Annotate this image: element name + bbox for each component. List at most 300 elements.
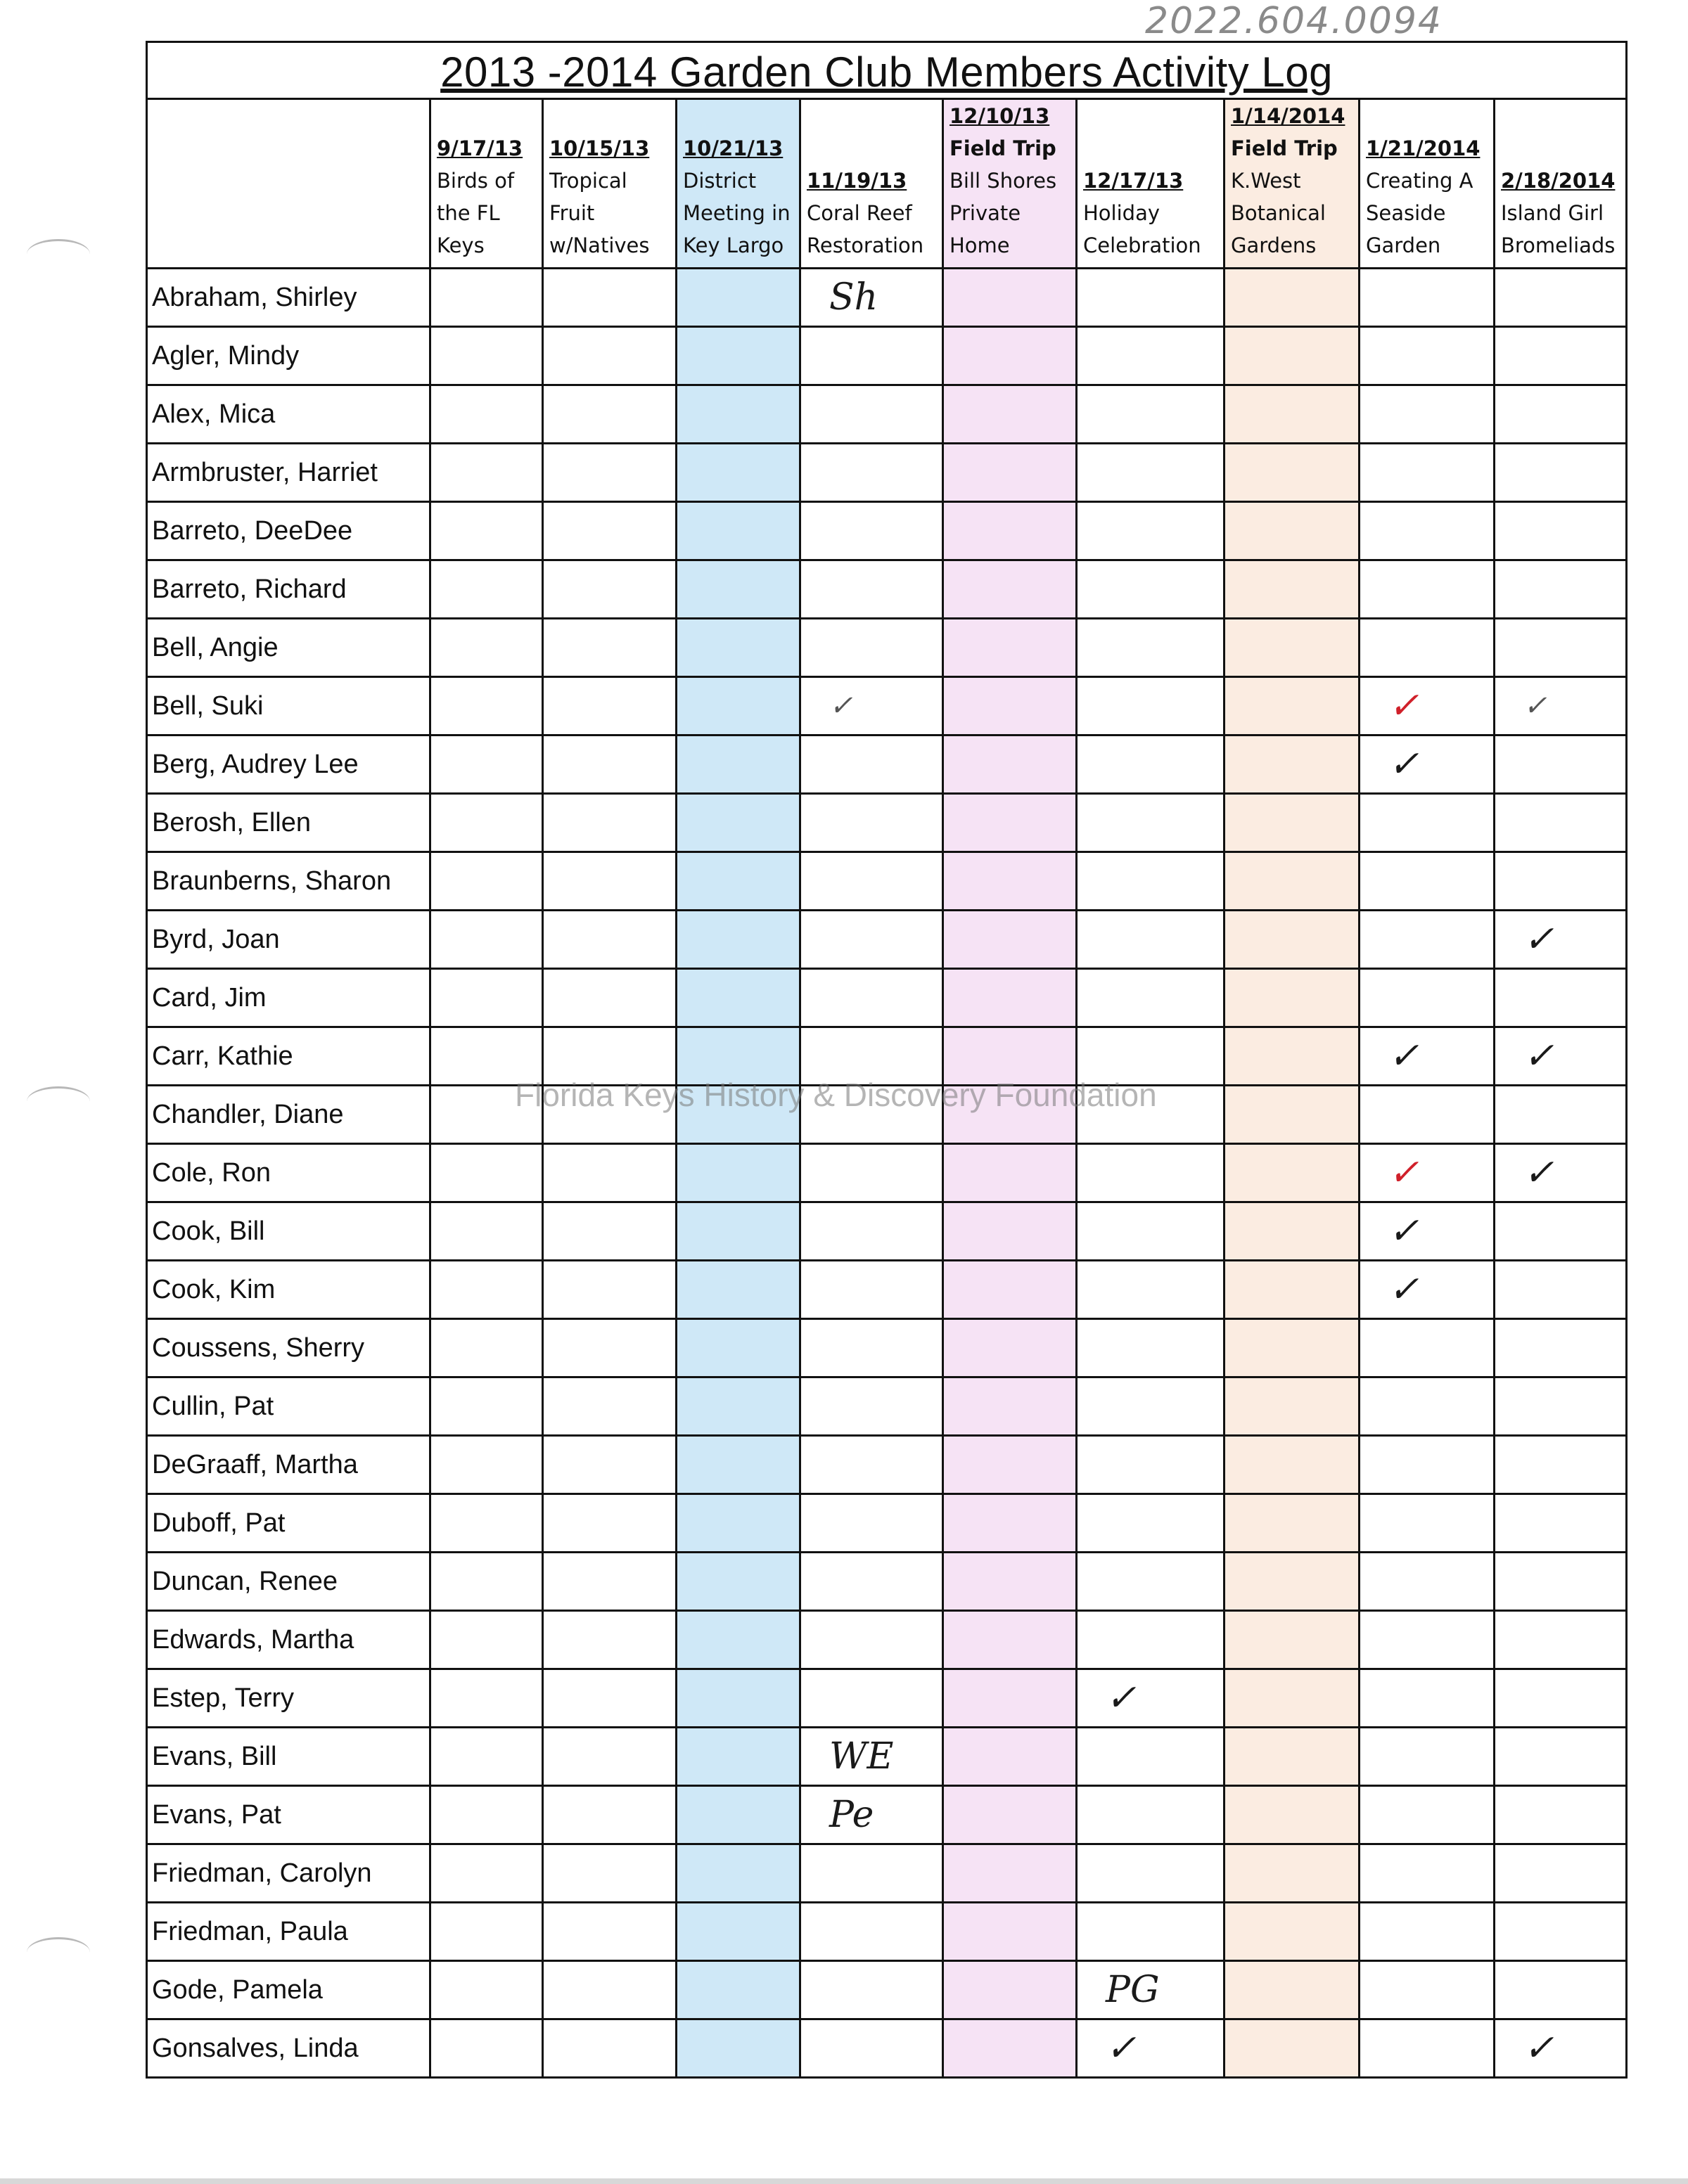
attendance-cell [1360, 969, 1495, 1027]
attendance-cell [943, 736, 1077, 794]
attendance-cell [1225, 1903, 1360, 1961]
attendance-cell [1225, 327, 1360, 385]
attendance-cell [800, 1202, 943, 1261]
attendance-cell [543, 1669, 677, 1728]
attendance-cell [543, 1202, 677, 1261]
table-row [147, 1436, 1627, 1494]
attendance-cell [1495, 1786, 1627, 1844]
column-header: 11/19/13 Coral Reef Restoration [800, 99, 943, 269]
attendance-cell [543, 502, 677, 560]
attendance-cell [1225, 1261, 1360, 1319]
attendance-cell [1077, 1611, 1225, 1669]
attendance-cell [677, 1903, 800, 1961]
check-mark: ✓ [1388, 685, 1419, 727]
attendance-cell [677, 1611, 800, 1669]
attendance-cell [800, 1844, 943, 1903]
table-row [147, 1202, 1627, 1261]
attendance-cell [800, 269, 943, 327]
member-name: Friedman, Carolyn [147, 1844, 430, 1903]
binder-hole-mark [27, 1086, 90, 1117]
attendance-cell [677, 677, 800, 736]
attendance-cell [543, 736, 677, 794]
attendance-cell [430, 677, 543, 736]
attendance-cell [1225, 1494, 1360, 1553]
member-name: Alex, Mica [147, 385, 430, 444]
attendance-cell [1077, 327, 1225, 385]
attendance-cell [430, 327, 543, 385]
attendance-cell [543, 1494, 677, 1553]
attendance-cell [430, 2019, 543, 2078]
attendance-cell [1360, 911, 1495, 969]
attendance-cell [1360, 677, 1495, 736]
table-row [147, 1669, 1627, 1728]
attendance-cell [800, 560, 943, 619]
member-name: Edwards, Martha [147, 1611, 430, 1669]
attendance-cell [1077, 911, 1225, 969]
attendance-cell [800, 1669, 943, 1728]
table-row [147, 911, 1627, 969]
attendance-cell [1077, 502, 1225, 560]
attendance-cell [543, 677, 677, 736]
attendance-cell [1495, 969, 1627, 1027]
attendance-cell [1495, 911, 1627, 969]
attendance-cell [1225, 1728, 1360, 1786]
attendance-cell [943, 502, 1077, 560]
attendance-cell [1077, 1669, 1225, 1728]
watermark: Florida Keys History & Discovery Foundation [515, 1077, 1157, 1113]
attendance-cell [800, 1319, 943, 1377]
member-name: Braunberns, Sharon [147, 852, 430, 911]
attendance-cell [1495, 1553, 1627, 1611]
attendance-cell [943, 269, 1077, 327]
attendance-cell [1077, 444, 1225, 502]
attendance-cell [800, 794, 943, 852]
check-mark: ✓ [1523, 690, 1547, 722]
attendance-cell [430, 1903, 543, 1961]
attendance-cell [943, 1786, 1077, 1844]
attendance-cell [677, 1494, 800, 1553]
attendance-cell [943, 677, 1077, 736]
attendance-cell [800, 1903, 943, 1961]
table-row [147, 1494, 1627, 1553]
attendance-cell [677, 1553, 800, 1611]
attendance-cell [800, 1377, 943, 1436]
member-name: Armbruster, Harriet [147, 444, 430, 502]
attendance-cell [1225, 677, 1360, 736]
attendance-cell [677, 560, 800, 619]
attendance-cell [1077, 1144, 1225, 1202]
attendance-cell [1360, 1319, 1495, 1377]
attendance-cell [943, 1494, 1077, 1553]
attendance-cell [943, 619, 1077, 677]
member-name: DeGraaff, Martha [147, 1436, 430, 1494]
attendance-cell [800, 852, 943, 911]
attendance-cell [800, 327, 943, 385]
attendance-cell [1225, 502, 1360, 560]
attendance-cell [943, 1961, 1077, 2019]
table-row [147, 1844, 1627, 1903]
attendance-cell [543, 560, 677, 619]
attendance-cell [1495, 1728, 1627, 1786]
attendance-cell [1495, 1844, 1627, 1903]
attendance-cell [1495, 2019, 1627, 2078]
attendance-cell [430, 444, 543, 502]
attendance-cell [543, 969, 677, 1027]
attendance-cell [943, 1377, 1077, 1436]
check-mark: ✓ [1388, 1210, 1419, 1252]
member-name: Gonsalves, Linda [147, 2019, 430, 2078]
table-row [147, 1377, 1627, 1436]
attendance-cell [1360, 1961, 1495, 2019]
attendance-cell [1225, 1553, 1360, 1611]
attendance-cell [1360, 444, 1495, 502]
attendance-cell [800, 736, 943, 794]
attendance-cell [1495, 1611, 1627, 1669]
attendance-cell [543, 1144, 677, 1202]
attendance-cell [943, 969, 1077, 1027]
activity-log-table [146, 41, 1628, 2079]
attendance-cell [1495, 1669, 1627, 1728]
attendance-cell [1495, 1903, 1627, 1961]
attendance-cell [677, 1261, 800, 1319]
attendance-cell [1225, 1436, 1360, 1494]
attendance-cell [1360, 1436, 1495, 1494]
attendance-cell [1225, 1844, 1360, 1903]
attendance-cell [943, 327, 1077, 385]
attendance-cell [543, 1553, 677, 1611]
attendance-cell [1495, 1961, 1627, 2019]
member-name: Cook, Bill [147, 1202, 430, 1261]
attendance-cell [1225, 385, 1360, 444]
attendance-cell [1495, 269, 1627, 327]
attendance-cell [1360, 1903, 1495, 1961]
attendance-cell [430, 1377, 543, 1436]
check-mark: ✓ [1523, 2027, 1554, 2069]
attendance-cell [1225, 1086, 1360, 1144]
attendance-cell [543, 852, 677, 911]
attendance-cell [1495, 736, 1627, 794]
column-header: 1/14/2014 Field Trip K.West Botanical Gardens [1225, 99, 1360, 269]
attendance-cell [677, 269, 800, 327]
attendance-cell [1225, 1377, 1360, 1436]
attendance-cell [1360, 852, 1495, 911]
attendance-cell [1077, 1553, 1225, 1611]
check-mark: ✓ [1388, 1152, 1419, 1194]
attendance-cell [543, 444, 677, 502]
member-name: Abraham, Shirley [147, 269, 430, 327]
attendance-cell [543, 1844, 677, 1903]
attendance-cell [1495, 1319, 1627, 1377]
member-name: Berosh, Ellen [147, 794, 430, 852]
attendance-cell [677, 385, 800, 444]
attendance-cell [1495, 1436, 1627, 1494]
attendance-cell [943, 385, 1077, 444]
check-mark: ✓ [1523, 1035, 1554, 1077]
attendance-cell [1077, 677, 1225, 736]
attendance-cell [543, 794, 677, 852]
attendance-cell [943, 1903, 1077, 1961]
member-name: Bell, Angie [147, 619, 430, 677]
member-name: Cole, Ron [147, 1144, 430, 1202]
member-name: Duncan, Renee [147, 1553, 430, 1611]
attendance-cell [1495, 1086, 1627, 1144]
handwritten-initials: WE [829, 1735, 894, 1778]
attendance-cell [677, 502, 800, 560]
table-row [147, 619, 1627, 677]
attendance-cell [1077, 1903, 1225, 1961]
table-row [147, 852, 1627, 911]
attendance-cell [1225, 269, 1360, 327]
attendance-cell [800, 502, 943, 560]
attendance-cell [677, 444, 800, 502]
table-row [147, 1961, 1627, 2019]
attendance-cell [1360, 1027, 1495, 1086]
attendance-cell [800, 2019, 943, 2078]
attendance-cell [1360, 619, 1495, 677]
attendance-cell [1077, 1261, 1225, 1319]
binder-hole-mark [27, 239, 90, 269]
member-name: Berg, Audrey Lee [147, 736, 430, 794]
table-row [147, 1319, 1627, 1377]
attendance-cell [430, 736, 543, 794]
column-header: 12/10/13 Field Trip Bill Shores Private Home [943, 99, 1077, 269]
table-row [147, 1261, 1627, 1319]
attendance-cell [1495, 560, 1627, 619]
attendance-cell [1360, 1611, 1495, 1669]
attendance-cell [1077, 1844, 1225, 1903]
attendance-cell [543, 1319, 677, 1377]
attendance-cell [677, 1728, 800, 1786]
attendance-cell [943, 560, 1077, 619]
attendance-cell [1077, 736, 1225, 794]
attendance-cell [677, 1144, 800, 1202]
check-mark: ✓ [1523, 918, 1554, 961]
attendance-cell [1360, 1202, 1495, 1261]
attendance-cell [430, 1669, 543, 1728]
column-header: 9/17/13 Birds of the FL Keys [430, 99, 543, 269]
attendance-cell [1495, 1494, 1627, 1553]
attendance-cell [800, 1611, 943, 1669]
table-row [147, 969, 1627, 1027]
attendance-cell [677, 1844, 800, 1903]
attendance-cell [1495, 1377, 1627, 1436]
accession-number: 2022.604.0094 [1145, 0, 1443, 42]
attendance-cell [1077, 2019, 1225, 2078]
check-mark: ✓ [829, 690, 853, 722]
column-header: 10/21/13 District Meeting in Key Largo [677, 99, 800, 269]
attendance-cell [1077, 385, 1225, 444]
column-header: 10/15/13 Tropical Fruit w/Natives [543, 99, 677, 269]
attendance-cell [430, 1844, 543, 1903]
attendance-cell [1225, 1786, 1360, 1844]
attendance-cell [1495, 1261, 1627, 1319]
check-mark: ✓ [1523, 1152, 1554, 1194]
attendance-cell [430, 1319, 543, 1377]
attendance-cell [1225, 560, 1360, 619]
member-name: Chandler, Diane [147, 1086, 430, 1144]
attendance-cell [677, 794, 800, 852]
member-name: Barreto, Richard [147, 560, 430, 619]
table-row [147, 560, 1627, 619]
attendance-cell [1077, 269, 1225, 327]
attendance-cell [677, 1377, 800, 1436]
attendance-cell [1360, 1669, 1495, 1728]
attendance-cell [1495, 327, 1627, 385]
attendance-cell [1360, 1144, 1495, 1202]
attendance-cell [1495, 677, 1627, 736]
attendance-cell [800, 444, 943, 502]
member-name: Cullin, Pat [147, 1377, 430, 1436]
attendance-cell [1360, 1086, 1495, 1144]
table-row [147, 385, 1627, 444]
check-mark: ✓ [1106, 2027, 1137, 2069]
handwritten-initials: Pe [829, 1794, 874, 1836]
member-name: Bell, Suki [147, 677, 430, 736]
attendance-cell [1077, 1436, 1225, 1494]
attendance-cell [543, 911, 677, 969]
attendance-cell [1225, 1144, 1360, 1202]
check-mark: ✓ [1106, 1677, 1137, 1719]
attendance-cell [800, 677, 943, 736]
member-name: Barreto, DeeDee [147, 502, 430, 560]
attendance-cell [543, 1377, 677, 1436]
handwritten-initials: PG [1106, 1969, 1160, 2011]
attendance-cell [800, 1728, 943, 1786]
attendance-cell [943, 2019, 1077, 2078]
attendance-cell [1225, 1961, 1360, 2019]
attendance-cell [1077, 1319, 1225, 1377]
attendance-cell [1077, 1377, 1225, 1436]
member-name: Friedman, Paula [147, 1903, 430, 1961]
attendance-cell [430, 1494, 543, 1553]
attendance-cell [677, 1786, 800, 1844]
attendance-cell [1225, 619, 1360, 677]
attendance-cell [430, 1961, 543, 2019]
attendance-cell [943, 1202, 1077, 1261]
attendance-cell [943, 1611, 1077, 1669]
attendance-cell [677, 2019, 800, 2078]
member-name: Coussens, Sherry [147, 1319, 430, 1377]
attendance-cell [1495, 1027, 1627, 1086]
table-row [147, 502, 1627, 560]
attendance-cell [677, 327, 800, 385]
attendance-cell [1360, 1786, 1495, 1844]
attendance-cell [543, 2019, 677, 2078]
attendance-cell [1360, 1494, 1495, 1553]
attendance-cell [430, 1786, 543, 1844]
table-row [147, 1903, 1627, 1961]
attendance-cell [1495, 502, 1627, 560]
attendance-cell [1360, 2019, 1495, 2078]
attendance-cell [1077, 1494, 1225, 1553]
attendance-cell [1360, 385, 1495, 444]
attendance-cell [1225, 1669, 1360, 1728]
member-rows [147, 269, 1627, 2078]
member-name: Duboff, Pat [147, 1494, 430, 1553]
attendance-cell [430, 560, 543, 619]
attendance-cell [430, 794, 543, 852]
attendance-cell [543, 1903, 677, 1961]
attendance-cell [800, 969, 943, 1027]
attendance-cell [1495, 852, 1627, 911]
attendance-cell [1360, 736, 1495, 794]
page-title: 2013 -2014 Garden Club Members Activity Log [147, 42, 1627, 99]
attendance-cell [800, 385, 943, 444]
attendance-cell [677, 1202, 800, 1261]
attendance-cell [1077, 794, 1225, 852]
table-row [147, 1144, 1627, 1202]
attendance-cell [1360, 502, 1495, 560]
table-row [147, 327, 1627, 385]
attendance-cell [1225, 969, 1360, 1027]
attendance-cell [677, 911, 800, 969]
attendance-cell [1360, 1844, 1495, 1903]
attendance-cell [1225, 1319, 1360, 1377]
attendance-cell [430, 1144, 543, 1202]
attendance-cell [1360, 794, 1495, 852]
table-row [147, 269, 1627, 327]
attendance-cell [1225, 1202, 1360, 1261]
attendance-cell [943, 1553, 1077, 1611]
column-header: 12/17/13 Holiday Celebration [1077, 99, 1225, 269]
attendance-cell [1495, 794, 1627, 852]
attendance-cell [943, 444, 1077, 502]
attendance-cell [430, 911, 543, 969]
attendance-cell [1225, 911, 1360, 969]
attendance-cell [677, 969, 800, 1027]
attendance-cell [430, 269, 543, 327]
attendance-cell [543, 1786, 677, 1844]
column-header: 1/21/2014 Creating A Seaside Garden [1360, 99, 1495, 269]
attendance-cell [677, 852, 800, 911]
member-name: Carr, Kathie [147, 1027, 430, 1086]
attendance-cell [943, 852, 1077, 911]
attendance-cell [800, 1261, 943, 1319]
attendance-cell [1077, 969, 1225, 1027]
attendance-cell [800, 1494, 943, 1553]
attendance-cell [1225, 1027, 1360, 1086]
attendance-cell [1077, 1786, 1225, 1844]
member-name: Agler, Mindy [147, 327, 430, 385]
table-row [147, 794, 1627, 852]
attendance-cell [800, 1553, 943, 1611]
attendance-cell [1225, 852, 1360, 911]
attendance-cell [1225, 794, 1360, 852]
attendance-cell [543, 1611, 677, 1669]
table-row [147, 736, 1627, 794]
attendance-cell [1077, 619, 1225, 677]
attendance-cell [430, 619, 543, 677]
attendance-cell [1077, 1728, 1225, 1786]
attendance-cell [1495, 444, 1627, 502]
attendance-cell [543, 1728, 677, 1786]
attendance-cell [943, 1844, 1077, 1903]
attendance-cell [800, 619, 943, 677]
table-row [147, 677, 1627, 736]
attendance-cell [1360, 1553, 1495, 1611]
attendance-cell [943, 1669, 1077, 1728]
attendance-cell [1225, 2019, 1360, 2078]
attendance-cell [943, 1319, 1077, 1377]
attendance-cell [1495, 619, 1627, 677]
attendance-cell [943, 1144, 1077, 1202]
attendance-cell [943, 794, 1077, 852]
attendance-cell [543, 1436, 677, 1494]
attendance-cell [1077, 560, 1225, 619]
table-row [147, 444, 1627, 502]
table-row [147, 1786, 1627, 1844]
name-column-header [147, 99, 430, 269]
